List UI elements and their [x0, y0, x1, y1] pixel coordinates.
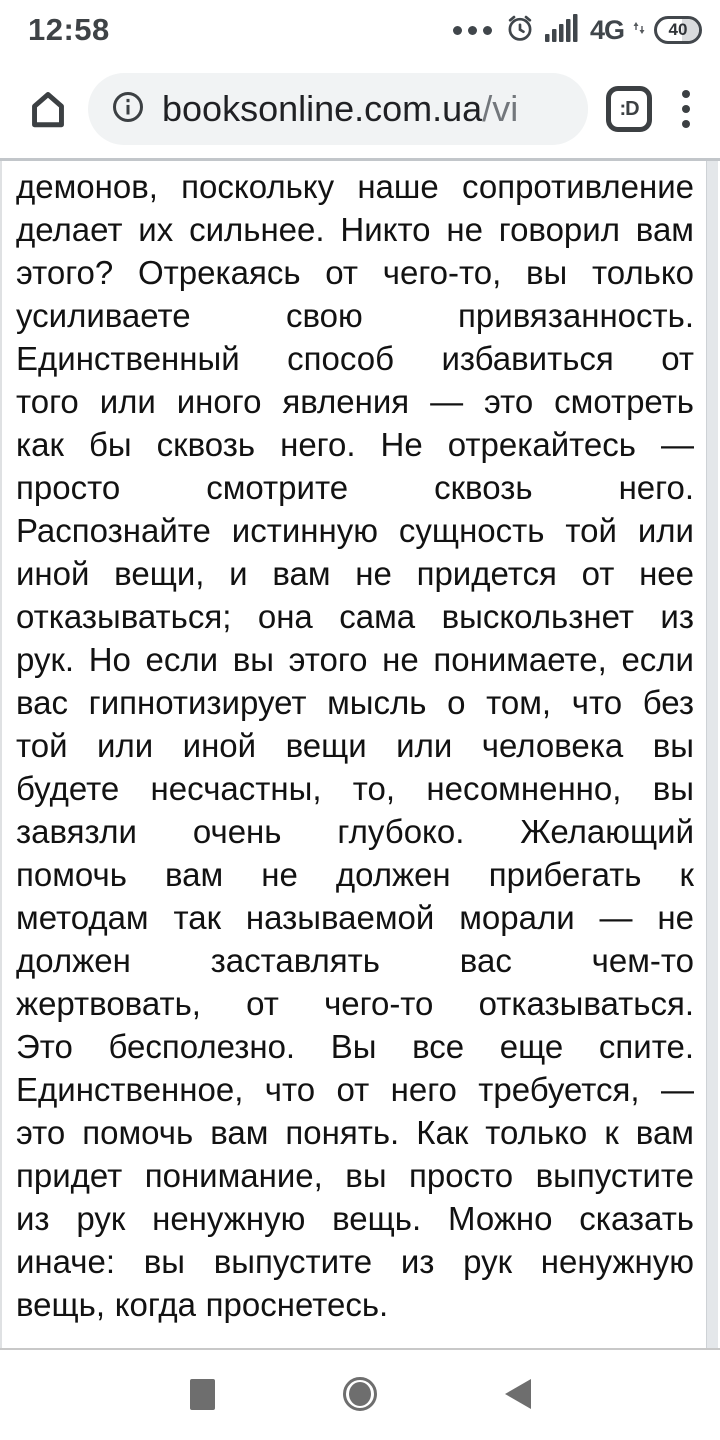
text-line: методам так называемой морали — не [16, 899, 694, 936]
text-line: просто смотрите сквозь него. [16, 469, 694, 506]
recents-button[interactable] [190, 1379, 215, 1410]
text-line: отказываться; она сама выскользнет из [16, 598, 694, 635]
tab-count-label: :D [619, 97, 639, 120]
text-line: будете несчастны, то, несомненно, вы [16, 770, 694, 807]
url-bar[interactable] [88, 73, 588, 145]
text-line: придет понимание, вы просто выпустите [16, 1157, 694, 1194]
text-line: Единственный способ избавиться от [16, 340, 694, 377]
text-line: Распознайте истинную сущность той или [16, 512, 694, 549]
text-line: вещь, когда проснетесь. [16, 1286, 389, 1323]
status-icons [453, 12, 702, 49]
home-nav-button[interactable] [343, 1377, 377, 1411]
page-info-icon[interactable] [110, 89, 146, 130]
status-bar [0, 0, 720, 60]
battery-icon [654, 16, 702, 44]
system-navbar [0, 1350, 720, 1438]
text-line: иначе: вы выпустите из рук ненужную [16, 1243, 694, 1280]
back-button[interactable] [505, 1379, 531, 1409]
more-dots-icon [453, 26, 492, 35]
text-line: из рук ненужную вещь. Можно сказать [16, 1200, 694, 1237]
text-line: помочь вам не должен прибегать к [16, 856, 694, 893]
text-line: жертвовать, от чего-то отказываться. [16, 985, 694, 1022]
text-line: того или иного явления — это смотреть [16, 383, 694, 420]
network-type-label: 4G [589, 14, 624, 45]
text-line: рук. Но если вы этого не понимаете, если [16, 641, 694, 678]
text-line: демонов, поскольку наше сопротивление [16, 168, 694, 205]
alarm-icon [504, 12, 536, 49]
url-domain: booksonline.com.ua [162, 88, 483, 129]
text-line: иной вещи, и вам не придется от нее [16, 555, 694, 592]
text-line: должен заставлять вас чем-то [16, 942, 694, 979]
battery-percent: 40 [668, 20, 688, 39]
page-text [2, 161, 720, 1326]
home-icon [25, 86, 71, 132]
text-line: как бы сквозь него. Не отрекайтесь — [16, 426, 694, 463]
url-fade [524, 73, 588, 145]
home-circle-icon [349, 1382, 371, 1406]
url-path: /vi [482, 88, 519, 129]
volte-arrows-icon [633, 18, 645, 43]
clock-time: 12:58 [28, 12, 110, 47]
tab-switcher-button[interactable] [606, 86, 652, 132]
signal-icon [545, 13, 581, 48]
text-line: завязли очень глубоко. Желающий [16, 813, 694, 850]
text-line: это помочь вам понять. Как только к вам [16, 1114, 694, 1151]
text-line: делает их сильнее. Никто не говорил вам [16, 211, 694, 248]
text-line: Единственное, что от него требуется, — [16, 1071, 694, 1108]
text-line: усиливаете свою привязанность. [16, 297, 694, 334]
url-text [162, 88, 570, 130]
home-button[interactable] [22, 86, 74, 132]
web-page-content[interactable] [0, 161, 720, 1348]
text-line: этого? Отрекаясь от чего-то, вы только [16, 254, 694, 291]
menu-button[interactable] [672, 84, 700, 134]
browser-toolbar [0, 60, 720, 158]
scrollbar-track[interactable] [706, 161, 718, 1348]
text-line: той или иной вещи или человека вы [16, 727, 694, 764]
menu-kebab-icon [682, 90, 690, 98]
text-line: вас гипнотизирует мысль о том, что без [16, 684, 694, 721]
text-line: Это бесполезно. Вы все еще спите. [16, 1028, 694, 1065]
